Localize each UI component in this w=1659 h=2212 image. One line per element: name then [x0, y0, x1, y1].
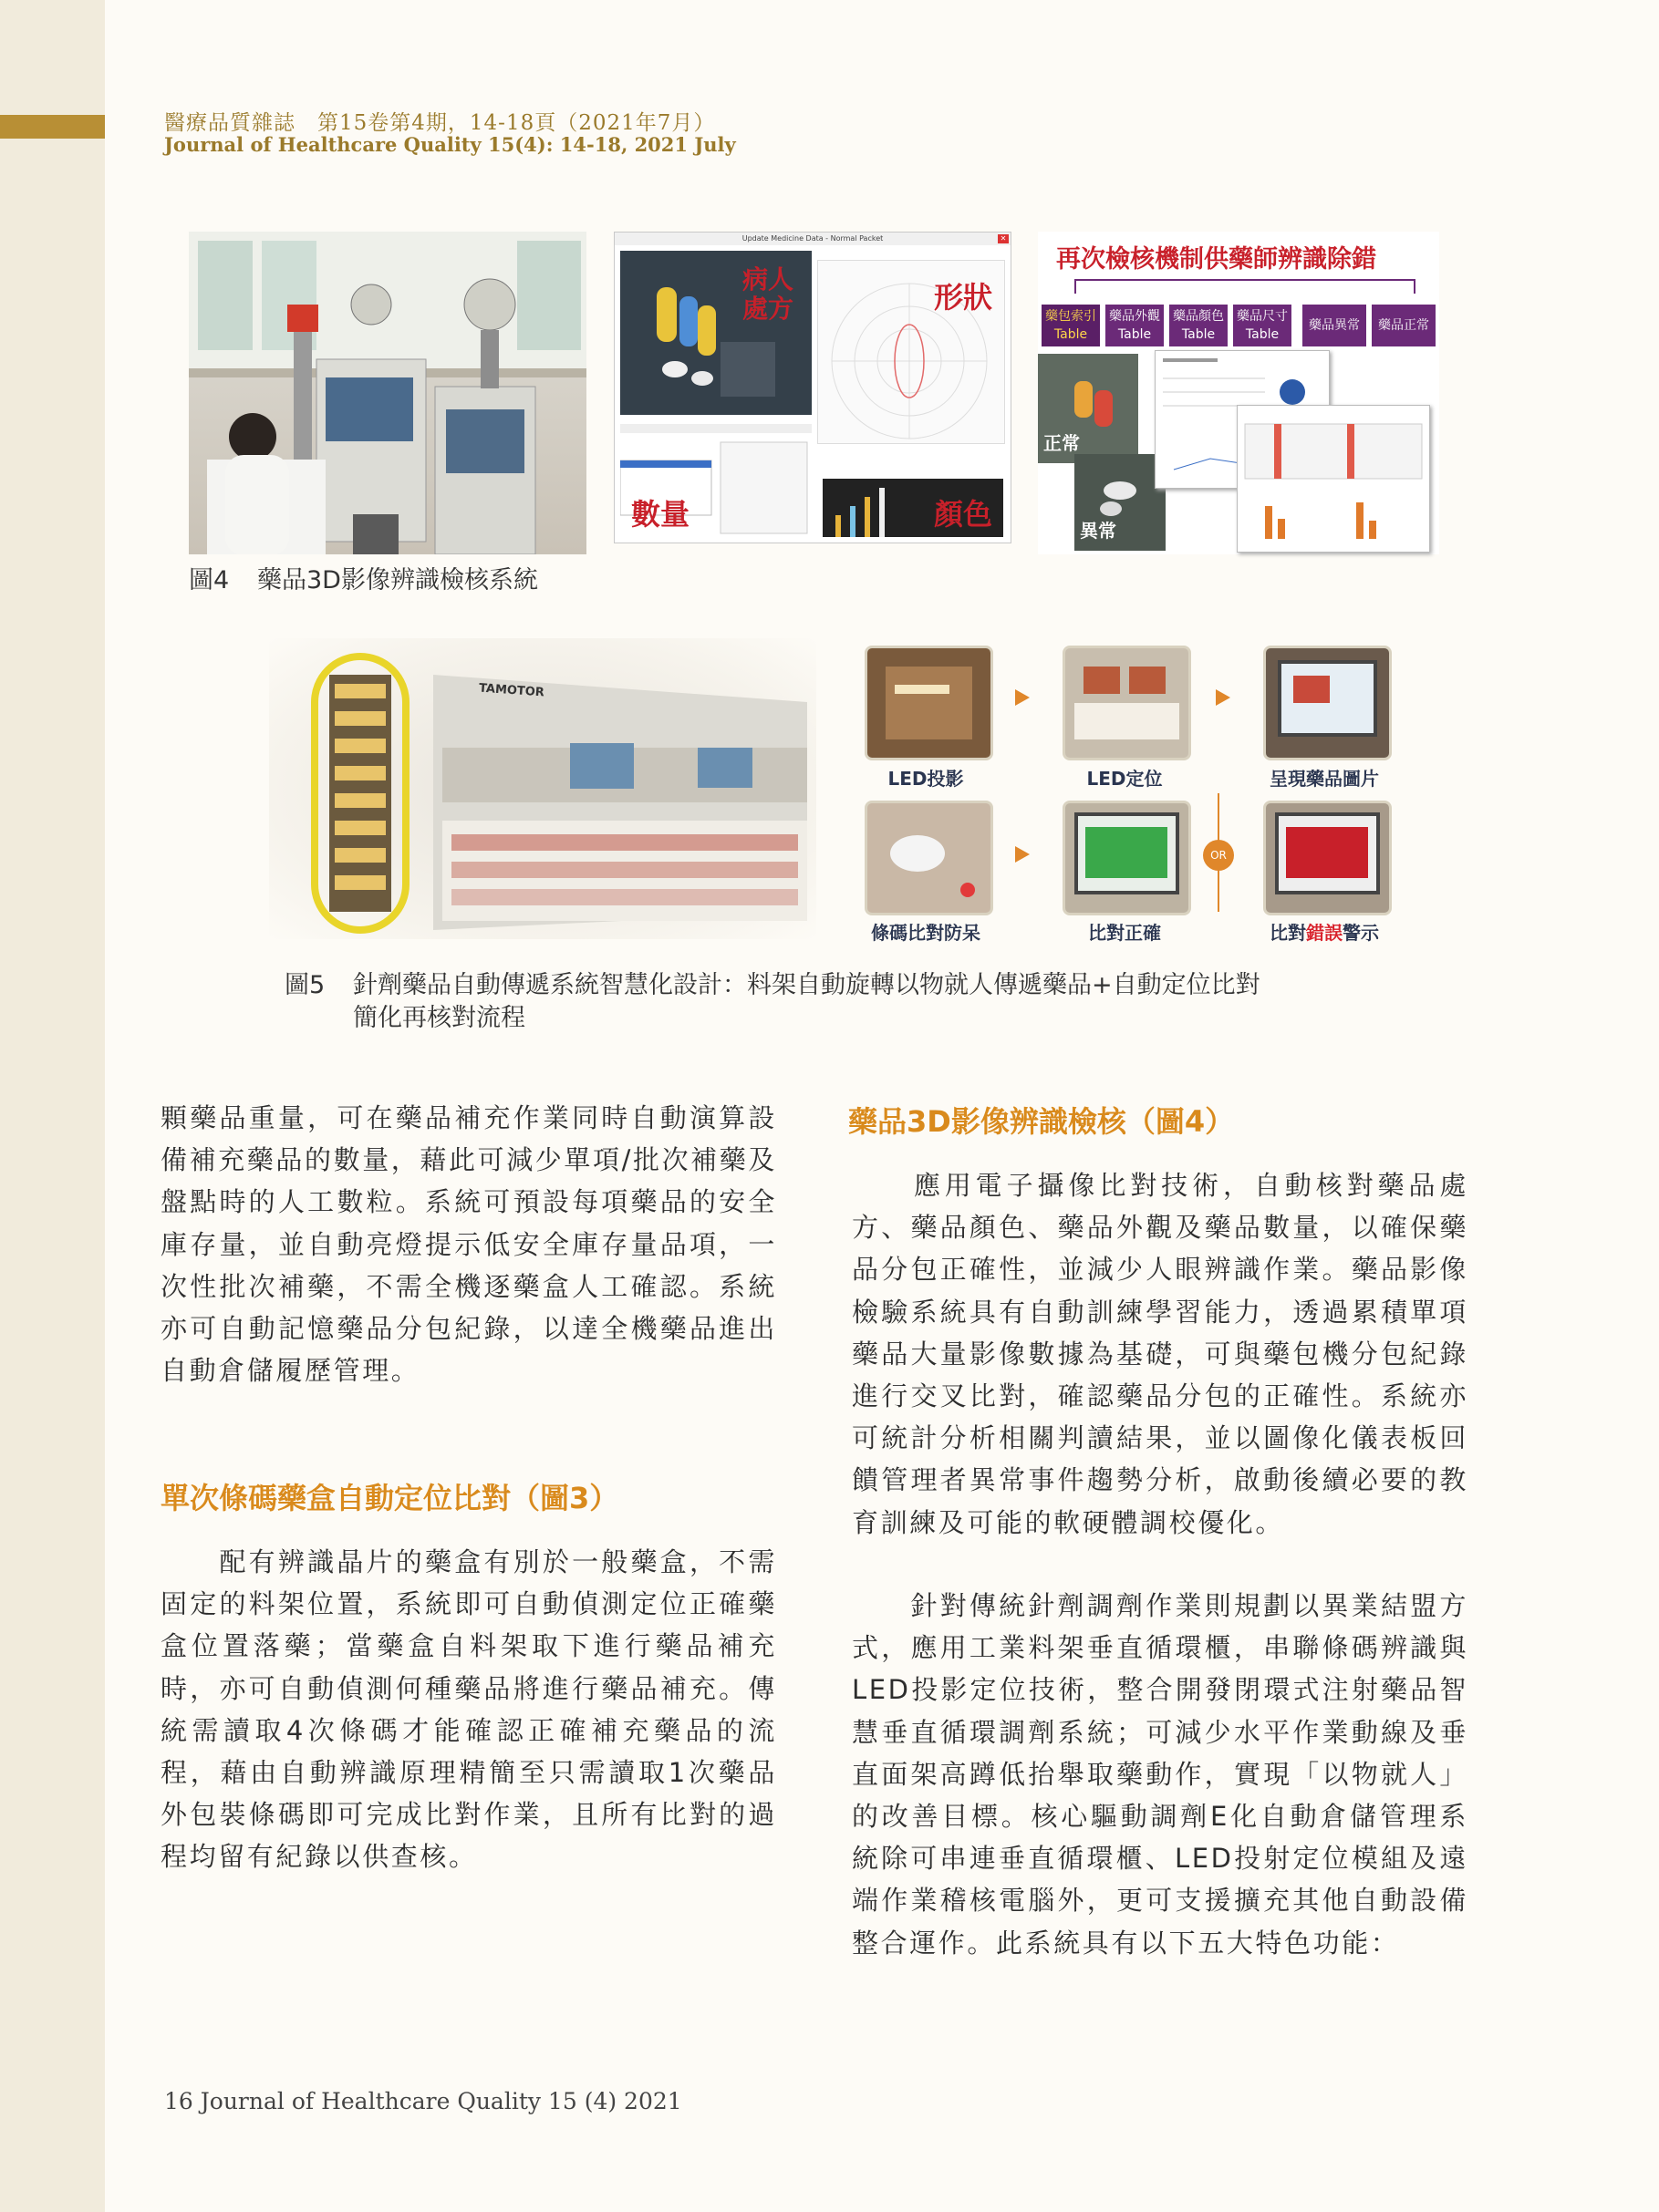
- left-section-heading: 單次條碼藥盒自動定位比對（圖3）: [161, 1481, 619, 1515]
- quantity-label: 數量: [631, 497, 690, 532]
- led-projection-graphic: [867, 648, 990, 758]
- table-connector: [1074, 279, 1415, 294]
- figure4-caption-label: 圖4: [189, 566, 230, 594]
- barcode-scanner-graphic: [867, 803, 990, 913]
- journal-header-zh: 醫療品質雜誌 第15卷第4期，14-18頁（2021年7月）: [164, 111, 716, 135]
- step-image-match-error: [1263, 801, 1392, 915]
- software-window-title: Update Medicine Data - Normal Packet: [615, 233, 1011, 245]
- arrow-icon: [1015, 846, 1030, 863]
- match-error-post: 警示: [1343, 922, 1379, 944]
- table-button-packet-index: 藥包索引Table: [1042, 305, 1100, 346]
- left-paragraph-2: 配有辨識晶片的藥盒有別於一般藥盒，不需固定的料架位置，系統即可自動偵測定位正確藥盒位置落藥；當藥盒自料架取下進行藥品補充時，亦可自動偵測何種藥品將進行藥品補充。傳統需讀取4次條碼才能確認正確補充藥品的流程，藉由自動辨識原理精簡至只需讀取1次藥品外包裝條碼即可完成比對作業，且所有比對的過程均留有紀錄以供查核。: [161, 1546, 777, 1873]
- step-label-barcode: 條碼比對防呆: [871, 922, 980, 944]
- figure5-carousel-photo: [269, 638, 816, 939]
- report-sheet-2-graphic: [1238, 406, 1429, 552]
- close-icon[interactable]: ✕: [998, 234, 1009, 243]
- color-label: 顏色: [934, 497, 993, 532]
- match-error-highlight: 錯誤: [1306, 922, 1343, 944]
- match-error-pre: 比對: [1270, 922, 1306, 944]
- figure5-caption-line2: 簡化再核對流程: [353, 1004, 525, 1032]
- figure4-photo-pharmacist: [189, 232, 586, 554]
- show-drug-graphic: [1266, 648, 1389, 758]
- step-label-match-correct: 比對正確: [1088, 922, 1161, 944]
- abnormal-label: 異常: [1080, 520, 1116, 542]
- figure4-recognition-software: [614, 232, 1011, 543]
- reverify-title: 再次檢核機制供藥師辨識除錯: [1056, 245, 1376, 274]
- step-label-led-projection: LED投影: [887, 768, 964, 790]
- arrow-icon: [1216, 689, 1230, 706]
- table-button-size: 藥品尺寸Table: [1233, 305, 1291, 346]
- match-correct-graphic: [1065, 803, 1188, 913]
- carousel-machine-graphic: [269, 638, 816, 939]
- or-badge: OR: [1203, 840, 1234, 871]
- normal-label: 正常: [1043, 432, 1080, 454]
- table-button-color: 藥品顏色Table: [1169, 305, 1228, 346]
- figure4-caption-text: 藥品3D影像辨識檢核系統: [257, 566, 538, 594]
- step-image-barcode: [865, 801, 993, 915]
- patient-rx-label: 病人處方: [742, 264, 794, 324]
- right-paragraph-2: 針對傳統針劑調劑作業則規劃以異業結盟方式，應用工業料架垂直循環櫃，串聯條碼辨識與LED投影定位技術，整合開發閉環式注射藥品智慧垂直循環調劑系統；可減少水平作業動線及垂直面架高蹲低抬舉取藥動作，實現「以物就人」的改善目標。核心驅動調劑E化自動倉儲管理系統除可串連垂直循環櫃、LED投射定位模組及遠端作業稽核電腦外，更可支援擴充其他自動設備整合運作。此系統具有以下五大特色功能：: [852, 1590, 1468, 1959]
- led-position-graphic: [1065, 648, 1188, 758]
- arrow-icon: [1015, 689, 1030, 706]
- step-image-led-projection: [865, 646, 993, 760]
- figure5-caption-line1: 針劑藥品自動傳遞系統智慧化設計：料架自動旋轉以物就人傳遞藥品+自動定位比對: [353, 971, 1260, 999]
- left-paragraph-1: 顆藥品重量，可在藥品補充作業同時自動演算設備補充藥品的數量，藉此可減少單項/批次補藥及盤點時的人工數粒。系統可預設每項藥品的安全庫存量，並自動亮燈提示低安全庫存量品項，一次性批次補藥，不需全機逐藥盒人工確認。系統亦可自動記憶藥品分包紀錄，以達全機藥品進出自動倉儲履歷管理。: [161, 1102, 777, 1387]
- figure5-caption-label: 圖5: [285, 971, 326, 999]
- shape-label: 形狀: [934, 280, 993, 315]
- right-paragraph-1: 應用電子攝像比對技術，自動核對藥品處方、藥品顏色、藥品外觀及藥品數量，以確保藥品分包正確性，並減少人眼辨識作業。藥品影像檢驗系統具有自動訓練學習能力，透過累積單項藥品大量影像數據為基礎，可與藥包機分包紀錄進行交叉比對，確認藥品分包的正確性。系統亦可統計分析相關判讀結果，並以圖像化儀表板回饋管理者異常事件趨勢分析，啟動後續必要的教育訓練及可能的軟硬體調校優化。: [852, 1170, 1468, 1538]
- header-accent-bar: [0, 115, 105, 139]
- table-button-normal: 藥品正常: [1372, 305, 1436, 346]
- table-button-abnormal: 藥品異常: [1302, 305, 1366, 346]
- pharmacist-scene-graphic: [189, 232, 586, 554]
- step-image-match-correct: [1063, 801, 1191, 915]
- journal-header-en: Journal of Healthcare Quality 15(4): 14-18, 2021 July: [164, 133, 736, 156]
- table-button-appearance: 藥品外觀Table: [1105, 305, 1164, 346]
- step-label-match-error: [1233, 918, 1415, 945]
- match-error-graphic: [1266, 803, 1389, 913]
- right-section-heading: 藥品3D影像辨識檢核（圖4）: [848, 1104, 1235, 1139]
- left-margin-band: [0, 0, 105, 2212]
- step-image-show-drug: [1263, 646, 1392, 760]
- figure4-reverify-panel: [1038, 232, 1439, 554]
- machine-brand-label: TAMOTOR: [478, 681, 545, 700]
- step-label-show-image: 呈現藥品圖片: [1270, 768, 1379, 790]
- page-footer: 16 Journal of Healthcare Quality 15 (4) 2021: [164, 2088, 682, 2114]
- report-sheet-2: [1237, 405, 1430, 553]
- step-label-led-position: LED定位: [1086, 768, 1163, 790]
- step-image-led-position: [1063, 646, 1191, 760]
